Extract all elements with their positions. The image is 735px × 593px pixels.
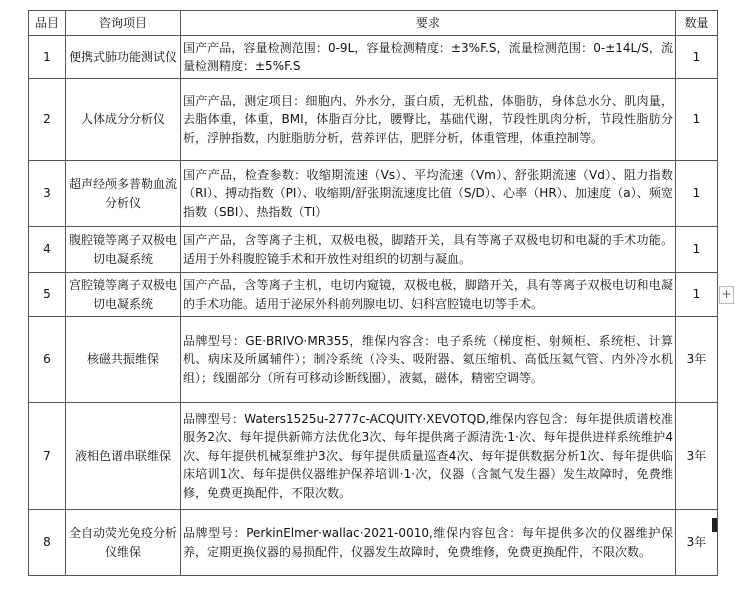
row-quantity: 1 [676,161,718,227]
row-item: 宫腔镜等离子双极电切电凝系统 [66,273,181,317]
row-index: 7 [29,403,66,510]
table-edge-marker [712,518,717,532]
row-item: 人体成分分析仪 [66,79,181,161]
row-item: 腹腔镜等离子双极电切电凝系统 [66,227,181,273]
row-index: 6 [29,317,66,403]
row-index: 8 [29,510,66,576]
row-quantity: 1 [676,79,718,161]
row-item: 便携式肺功能测试仪 [66,36,181,79]
row-quantity: 1 [676,36,718,79]
row-requirement: 国产产品，容量检测范围：0-9L，容量检测精度：±3%F.S，流量检测范围：0-±14L/S，流量检测精度：±5%F.S [181,36,676,79]
row-requirement: 品牌型号：GE·BRIVO·MR355，维保内容含：电子系统（梯度柜、射频柜、系统柜、计算机、病床及所属辅件）；制冷系统（冷头、吸附器、氦压缩机、高低压氦气管、内外冷水机组）；线圈部分（所有可移动诊断线圈），液氦，磁体，精密空调等。 [181,317,676,403]
row-index: 2 [29,79,66,161]
row-quantity: 3年 [676,403,718,510]
add-row-button[interactable]: + [719,286,734,304]
table-row [29,227,718,273]
row-requirement: 国产产品，检查参数：收缩期流速（Vs）、平均流速（Vm）、舒张期流速（Vd）、阻力指数（RI）、搏动指数（PI）、收缩期/舒张期流速度比值（S/D）、心率（HR）、加速度（a）、频宽指数（SBI）、热指数（TI） [181,161,676,227]
row-item: 全自动荧光免疫分析仪维保 [66,510,181,576]
row-quantity: 1 [676,227,718,273]
header-requirement: 要求 [181,11,676,36]
row-requirement: 国产产品，测定项目：细胞内、外水分，蛋白质，无机盐，体脂肪，身体总水分、肌肉量，去脂体重，体重，BMI，体脂百分比，腰臀比，基础代谢，节段性肌肉分析，节段性脂肪分析，浮肿指数，内脏脂肪分析，营养评估，肥胖分析，体重管理，体重控制等。 [181,79,676,161]
table-row [29,510,718,576]
table-header-row [29,11,718,36]
table-row [29,36,718,79]
row-index: 5 [29,273,66,317]
row-index: 4 [29,227,66,273]
row-requirement: 国产产品，含等离子主机，电切内窥镜，双极电极，脚踏开关，具有等离子双极电切和电凝的手术功能。适用于泌尿外科前列腺电切、妇科宫腔镜电切等手术。 [181,273,676,317]
cropped-text-fragment [40,0,220,3]
requirements-table [28,10,718,576]
row-requirement: 品牌型号：Waters1525u-2777c-ACQUITY·XEVOTQD,维保内容包含：每年提供质谱校准服务2次、每年提供新筛方法优化3次、每年提供离子源清洗·1·次、每年提供进样系统维护4次、每年提供机械泵维护3次、每年提供质量巡查4次、每年提供数据分析1次、每年提供临床培训1次、每年提供仪器维护保养培训·1·次，仪器（含氮气发生器）发生故障时，免费维修，免费更换配件，不限次数。 [181,403,676,510]
row-quantity: 1 [676,273,718,317]
row-quantity: 3年 [676,510,718,576]
header-item: 咨询项目 [66,11,181,36]
table-row [29,79,718,161]
row-quantity: 3年 [676,317,718,403]
row-requirement: 国产产品，含等离子主机，双极电极，脚踏开关，具有等离子双极电切和电凝的手术功能。适用于外科腹腔镜手术和开放性对组织的切割与凝血。 [181,227,676,273]
row-index: 3 [29,161,66,227]
row-index: 1 [29,36,66,79]
table-row [29,161,718,227]
header-quantity: 数量 [676,11,718,36]
table-row [29,317,718,403]
row-item: 液相色谱串联维保 [66,403,181,510]
row-requirement: 品牌型号：PerkinElmer·wallac·2021-0010,维保内容包含：每年提供多次的仪器维护保养，定期更换仪器的易损配件，仪器发生故障时，免费维修，免费更换配件，不限次数。 [181,510,676,576]
table-row [29,273,718,317]
table-row [29,403,718,510]
row-item: 超声经颅多普勒血流分析仪 [66,161,181,227]
header-index: 品目 [29,11,66,36]
row-item: 核磁共振维保 [66,317,181,403]
